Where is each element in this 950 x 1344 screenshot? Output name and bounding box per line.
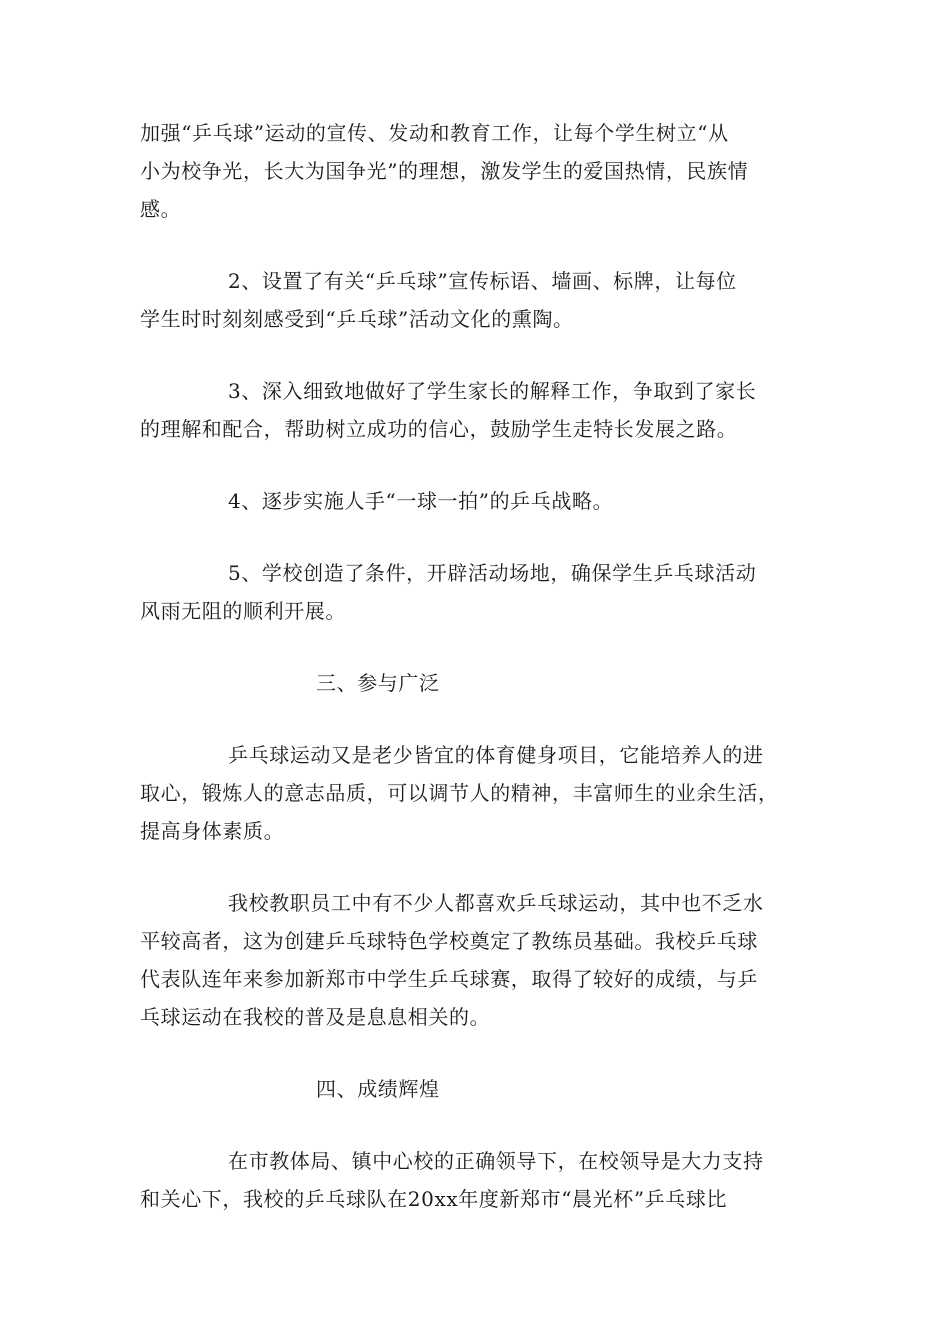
- text-line: 2、设置了有关“乒乓球”宣传标语、墙画、标牌，让每位: [228, 269, 737, 293]
- text-line: 乒乓球运动又是老少皆宜的体育健身项目，它能培养人的进: [228, 743, 764, 767]
- text-line: 平较高者，这为创建乒乓球特色学校奠定了教练员基础。我校乒乓球: [140, 929, 758, 953]
- section-heading: [140, 664, 830, 702]
- paragraph: [140, 736, 830, 850]
- paragraph: [140, 372, 830, 448]
- paragraph: [140, 884, 830, 1036]
- text-line: 加强“乒乓球”运动的宣传、发动和教育工作，让每个学生树立“从: [140, 121, 729, 145]
- text-line: 5、学校创造了条件，开辟活动场地，确保学生乒乓球活动: [228, 561, 757, 585]
- text-line: 在市教体局、镇中心校的正确领导下，在校领导是大力支持: [228, 1149, 764, 1173]
- text-line: 乓球运动在我校的普及是息息相关的。: [140, 1005, 491, 1029]
- text-line: 感。: [140, 197, 182, 221]
- text-line: 三、参与广泛: [316, 671, 440, 695]
- text-line: 我校教职员工中有不少人都喜欢乒乓球运动，其中也不乏水: [228, 891, 764, 915]
- text-line: 风雨无阻的顺利开展。: [140, 599, 346, 623]
- text-line: 提高身体素质。: [140, 819, 285, 843]
- text-line: 3、深入细致地做好了学生家长的解释工作，争取到了家长: [228, 379, 757, 403]
- text-line: 的理解和配合，帮助树立成功的信心，鼓励学生走特长发展之路。: [140, 417, 738, 441]
- document-body: [140, 114, 830, 1252]
- paragraph: [140, 554, 830, 630]
- text-line: 代表队连年来参加新郑市中学生乒乓球赛，取得了较好的成绩，与乒: [140, 967, 758, 991]
- text-line: 和关心下，我校的乒乓球队在20xx年度新郑市“晨光杯”乒乓球比: [140, 1187, 728, 1211]
- paragraph: [140, 482, 830, 520]
- paragraph: [140, 262, 830, 338]
- paragraph: [140, 1142, 830, 1218]
- text-line: 学生时时刻刻感受到“乒乓球”活动文化的熏陶。: [140, 307, 574, 331]
- text-line: 取心，锻炼人的意志品质，可以调节人的精神，丰富师生的业余生活，: [140, 781, 779, 805]
- text-line: 4、逐步实施人手“一球一拍”的乒乓战略。: [228, 489, 614, 513]
- text-line: 小为校争光，长大为国争光”的理想，激发学生的爱国热情，民族情: [140, 159, 749, 183]
- text-line: 四、成绩辉煌: [316, 1077, 440, 1101]
- section-heading: [140, 1070, 830, 1108]
- paragraph: [140, 114, 830, 228]
